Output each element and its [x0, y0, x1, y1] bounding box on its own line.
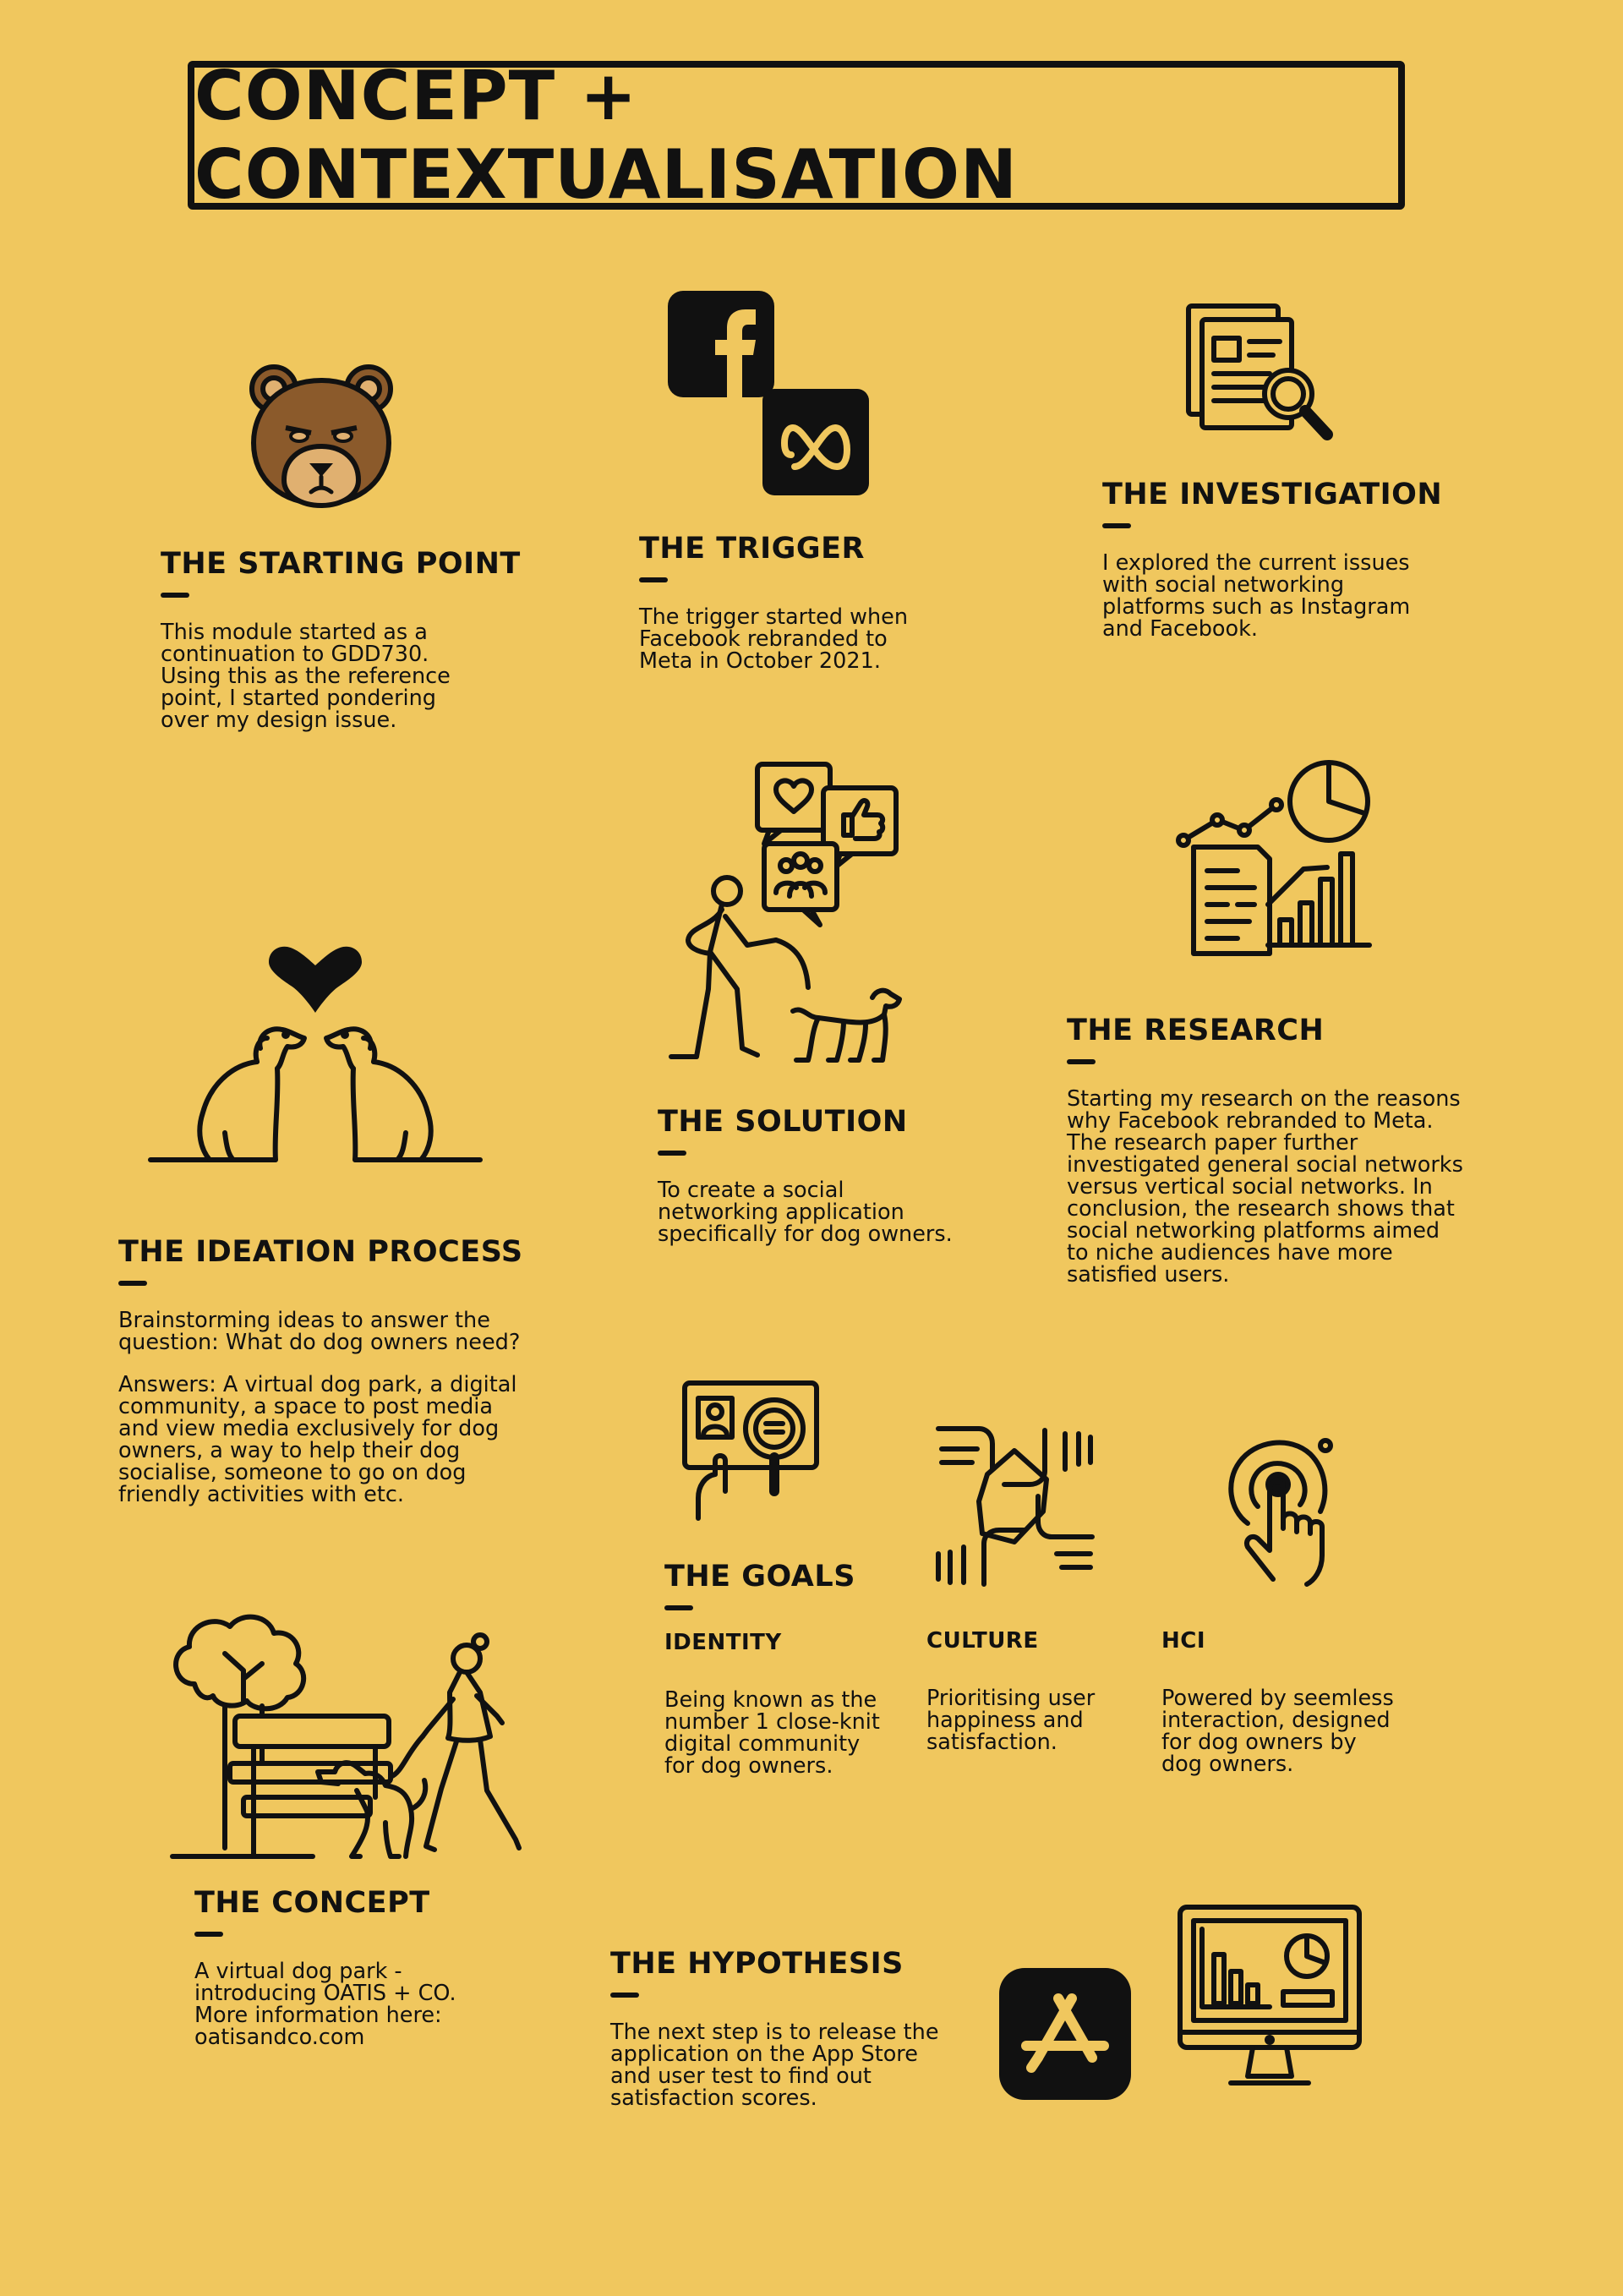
ideation-answers-text: Answers: A virtual dog park, a digital community, a space to post media and view media exclusively for dog owners, a way to help their dog socialise, someone to go on dog friendly activities with etc. — [118, 1372, 517, 1507]
goal-title: IDENTITY — [664, 1630, 782, 1655]
hands-teamwork-icon — [933, 1425, 1096, 1588]
goal-text: Prioritising user happiness and satisfaction. — [926, 1686, 1096, 1755]
concept-section — [194, 1886, 456, 2050]
ideation-heading: THE IDEATION PROCESS — [118, 1235, 523, 1269]
starting-point-text: This module started as a continuation to GDD730. Using this as the reference point, I started pondering over my design issue. — [161, 620, 451, 733]
identity-search-icon — [681, 1380, 820, 1522]
trigger-section — [639, 534, 908, 672]
goal-text: Powered by seemless interaction, designed for dog owners by dog owners. — [1161, 1686, 1394, 1777]
solution-text: To create a social networking application specifically for dog owners. — [658, 1178, 953, 1247]
meta-logo-icon — [762, 389, 869, 495]
heading-rule — [194, 1932, 223, 1937]
investigation-section — [1102, 480, 1442, 640]
app-store-icon — [999, 1968, 1131, 2100]
heading-rule — [639, 577, 668, 582]
heading-rule — [658, 1151, 686, 1156]
goal-identity — [664, 1630, 880, 1777]
heading-rule — [161, 593, 189, 598]
dog-walker-social-icon — [663, 761, 913, 1074]
goal-hci — [1161, 1628, 1394, 1775]
dogs-heart-icon — [142, 938, 489, 1172]
concept-heading: THE CONCEPT — [194, 1886, 430, 1920]
research-text: Starting my research on the reasons why Facebook rebranded to Meta. The research paper further investigated general social networks versus vertical social networks. In conclusion, the research shows that social networking platforms aimed to niche audiences have more satisfied users. — [1067, 1086, 1463, 1287]
page-title: CONCEPT + CONTEXTUALISATION — [194, 57, 1018, 214]
concept-text: A virtual dog park - introducing OATIS + CO. More information here: oatisandco.com — [194, 1959, 456, 2050]
title-box — [188, 57, 1405, 214]
monitor-dashboard-icon — [1177, 1904, 1363, 2091]
starting-point-section — [161, 549, 521, 731]
heading-rule — [1067, 1059, 1096, 1064]
trigger-heading: THE TRIGGER — [639, 532, 865, 566]
analytics-report-icon — [1177, 759, 1373, 959]
touch-interaction-icon — [1222, 1429, 1337, 1588]
research-heading: THE RESEARCH — [1067, 1014, 1325, 1047]
trigger-text: The trigger started when Facebook rebranded to Meta in October 2021. — [639, 604, 908, 674]
goal-culture — [926, 1628, 1095, 1753]
solution-section — [658, 1107, 953, 1245]
hypothesis-heading: THE HYPOTHESIS — [610, 1947, 904, 1981]
starting-point-heading: THE STARTING POINT — [161, 547, 521, 581]
heading-rule — [610, 1993, 639, 1998]
heading-rule — [1102, 523, 1131, 528]
ideation-section — [118, 1235, 523, 1507]
investigation-text: I explored the current issues with social networking platforms such as Instagram and Facebook. — [1102, 550, 1411, 642]
bear-icon — [243, 355, 399, 511]
investigation-heading: THE INVESTIGATION — [1102, 478, 1443, 511]
goals-heading: THE GOALS — [664, 1560, 855, 1594]
hypothesis-text: The next step is to release the application on the App Store and user test to find out satisfaction scores. — [610, 2020, 939, 2111]
heading-rule — [664, 1605, 693, 1610]
research-section — [1067, 1016, 1463, 1286]
facebook-logo-icon — [668, 291, 774, 397]
goals-section — [664, 1562, 855, 1634]
solution-heading: THE SOLUTION — [658, 1105, 908, 1139]
ideation-text: Brainstorming ideas to answer the question: What do dog owners need? — [118, 1308, 521, 1355]
hypothesis-section — [610, 1949, 939, 2109]
goal-title: HCI — [1161, 1628, 1206, 1654]
document-magnifier-icon — [1185, 303, 1339, 451]
goal-title: CULTURE — [926, 1628, 1039, 1654]
goal-text: Being known as the number 1 close-knit digital community for dog owners. — [664, 1687, 880, 1779]
heading-rule — [118, 1281, 147, 1286]
park-bench-dog-walk-icon — [169, 1611, 529, 1870]
